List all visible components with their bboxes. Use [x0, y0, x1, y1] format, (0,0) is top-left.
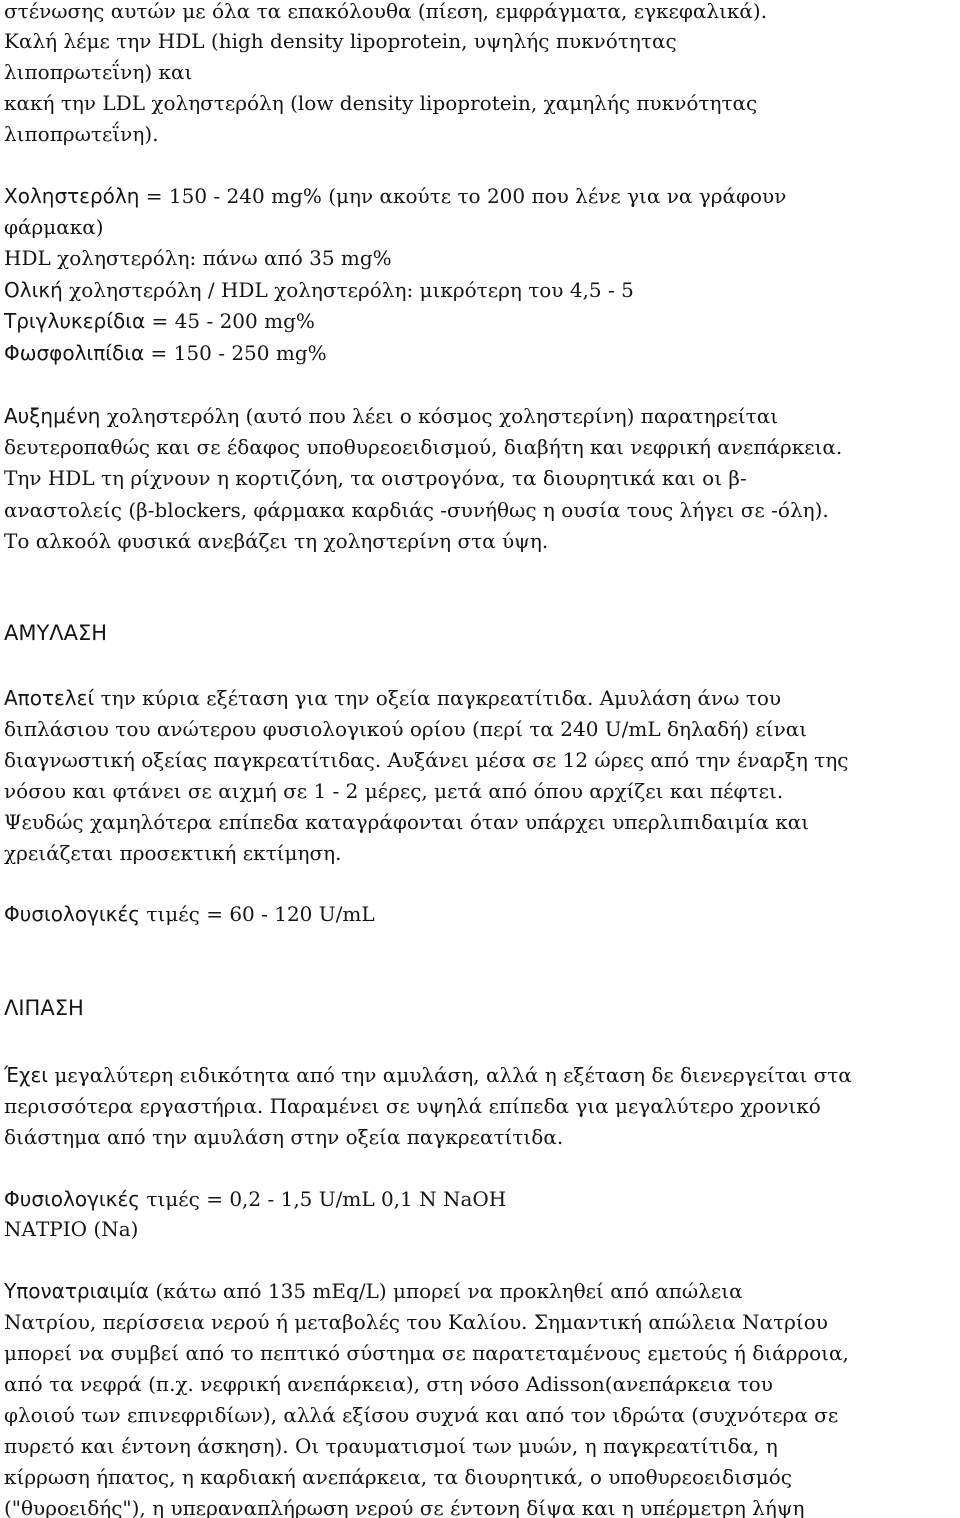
line-rest: = 45 - 200 mg%	[145, 309, 315, 333]
text-line: φλοιού των επινεφριδίων), αλλά εξίσου συχνά και από τον ιδρώτα (συχνότερα σε	[4, 1403, 839, 1427]
text-line	[4, 183, 786, 210]
line-lead: Αυξημένη	[4, 404, 101, 428]
line-lead: Τριγλυκερίδια	[4, 309, 146, 333]
text-line: αναστολείς (β-blockers, φάρμακα καρδιάς -συνήθως η ουσία τους λήγει σε -όλη).	[4, 498, 829, 522]
section-heading-amylase: ΑΜΥΛΑΣΗ	[4, 621, 108, 645]
text-line: από τα νεφρά (π.χ. νεφρική ανεπάρκεια), στη νόσο Adisson(ανεπάρκεια του	[4, 1372, 773, 1396]
line-rest: μεγαλύτερη ειδικότητα από την αμυλάση, αλλά η εξέταση δε διενεργείται στα	[48, 1063, 852, 1087]
text-line: κίρρωση ήπατος, η καρδιακή ανεπάρκεια, τα διουρητικά, ο υποθυρεοειδισμός	[4, 1465, 792, 1489]
text-line: μπορεί να συμβεί από το πεπτικό σύστημα σε παρατεταμένους εμετούς ή διάρροια,	[4, 1341, 849, 1365]
text-line	[4, 1062, 852, 1089]
text-line: κακή την LDL χοληστερόλη (low density lipoprotein, χαμηλής πυκνότητας	[4, 91, 758, 115]
text-line: στένωσης αυτών με όλα τα επακόλουθα (πίεση, εμφράγματα, εγκεφαλικά).	[4, 0, 768, 23]
text-line	[4, 1186, 506, 1213]
line-rest: χοληστερόλη / HDL χοληστερόλη: μικρότερη του 4,5 - 5	[62, 278, 634, 302]
text-line	[4, 403, 778, 430]
line-rest: χοληστερόλη (αυτό που λέει ο κόσμος χοληστερίνη) παρατηρείται	[100, 404, 779, 428]
line-lead: Υπονατριαιμία	[4, 1279, 149, 1303]
text-line	[4, 277, 634, 304]
text-line: Νατρίου, περίσσεια νερού ή μεταβολές του Καλίου. Σημαντική απώλεια Νατρίου	[4, 1310, 828, 1334]
text-line: HDL χοληστερόλη: πάνω από 35 mg%	[4, 246, 392, 270]
text-line: φάρμακα)	[4, 215, 104, 239]
text-line: πυρετό και έντονη άσκηση). Οι τραυματισμοί των μυών, η παγκρεατίτιδα, η	[4, 1434, 778, 1458]
text-line: δευτεροπαθώς και σε έδαφος υποθυρεοειδισμού, διαβήτη και νεφρική ανεπάρκεια.	[4, 435, 843, 459]
line-lead: Φυσιολογικές	[4, 1187, 141, 1211]
text-line: χρειάζεται προσεκτική εκτίμηση.	[4, 841, 342, 865]
line-lead: Φωσφολιπίδια	[4, 341, 145, 365]
text-line: διαγνωστική οξείας παγκρεατίτιδας. Αυξάνει μέσα σε 12 ώρες από την έναρξη της	[4, 748, 849, 772]
line-lead: Ολική	[4, 278, 63, 302]
text-line: Την HDL τη ρίχνουν η κορτιζόνη, τα οιστρογόνα, τα διουρητικά και οι β-	[4, 466, 747, 490]
text-line: Ψευδώς χαμηλότερα επίπεδα καταγράφονται όταν υπάρχει υπερλιπιδαιμία και	[4, 810, 810, 834]
text-line: Καλή λέμε την HDL (high density lipoprotein, υψηλής πυκνότητας	[4, 29, 677, 53]
line-rest: = 150 - 250 mg%	[144, 341, 327, 365]
line-rest: (κάτω από 135 mEq/L) μπορεί να προκληθεί από απώλεια	[148, 1279, 743, 1303]
text-line	[4, 1278, 743, 1305]
line-lead: Αποτελεί	[4, 686, 95, 710]
text-line: διάστημα από την αμυλάση στην οξεία παγκρεατίτιδα.	[4, 1125, 564, 1149]
line-rest: τιμές = 0,2 - 1,5 U/mL 0,1 N NaOH	[140, 1187, 507, 1211]
text-line: νόσου και φτάνει σε αιχμή σε 1 - 2 μέρες, μετά από όπου αρχίζει και πέφτει.	[4, 779, 784, 803]
text-line	[4, 901, 375, 928]
section-heading-lipase: ΛΙΠΑΣΗ	[4, 996, 84, 1020]
text-line: διπλάσιου του ανώτερου φυσιολογικού ορίου (περί τα 240 U/mL δηλαδή) είναι	[4, 717, 808, 741]
text-line: ("θυροειδής"), η υπεραναπλήρωση νερού σε έντονη δίψα και η υπέρμετρη λήψη	[4, 1496, 805, 1518]
text-line: Το αλκοόλ φυσικά ανεβάζει τη χοληστερίνη στα ύψη.	[4, 529, 549, 553]
line-rest: την κύρια εξέταση για την οξεία παγκρεατίτιδα. Αμυλάση άνω του	[94, 686, 782, 710]
line-lead: Έχει	[4, 1063, 49, 1087]
text-line	[4, 340, 327, 367]
line-rest: τιμές = 60 - 120 U/mL	[140, 902, 375, 926]
text-line: λιποπρωτεΐνη) και	[4, 60, 193, 84]
text-line: λιποπρωτεΐνη).	[4, 122, 159, 146]
text-line: περισσότερα εργαστήρια. Παραμένει σε υψηλά επίπεδα για μεγαλύτερο χρονικό	[4, 1094, 821, 1118]
text-line	[4, 308, 315, 335]
section-heading-sodium: ΝΑΤΡΙΟ (Na)	[4, 1217, 139, 1241]
line-lead: Χοληστερόλη	[4, 184, 140, 208]
line-lead: Φυσιολογικές	[4, 902, 141, 926]
text-line	[4, 685, 781, 712]
line-rest: = 150 - 240 mg% (μην ακούτε το 200 που λένε για να γράφουν	[139, 184, 787, 208]
